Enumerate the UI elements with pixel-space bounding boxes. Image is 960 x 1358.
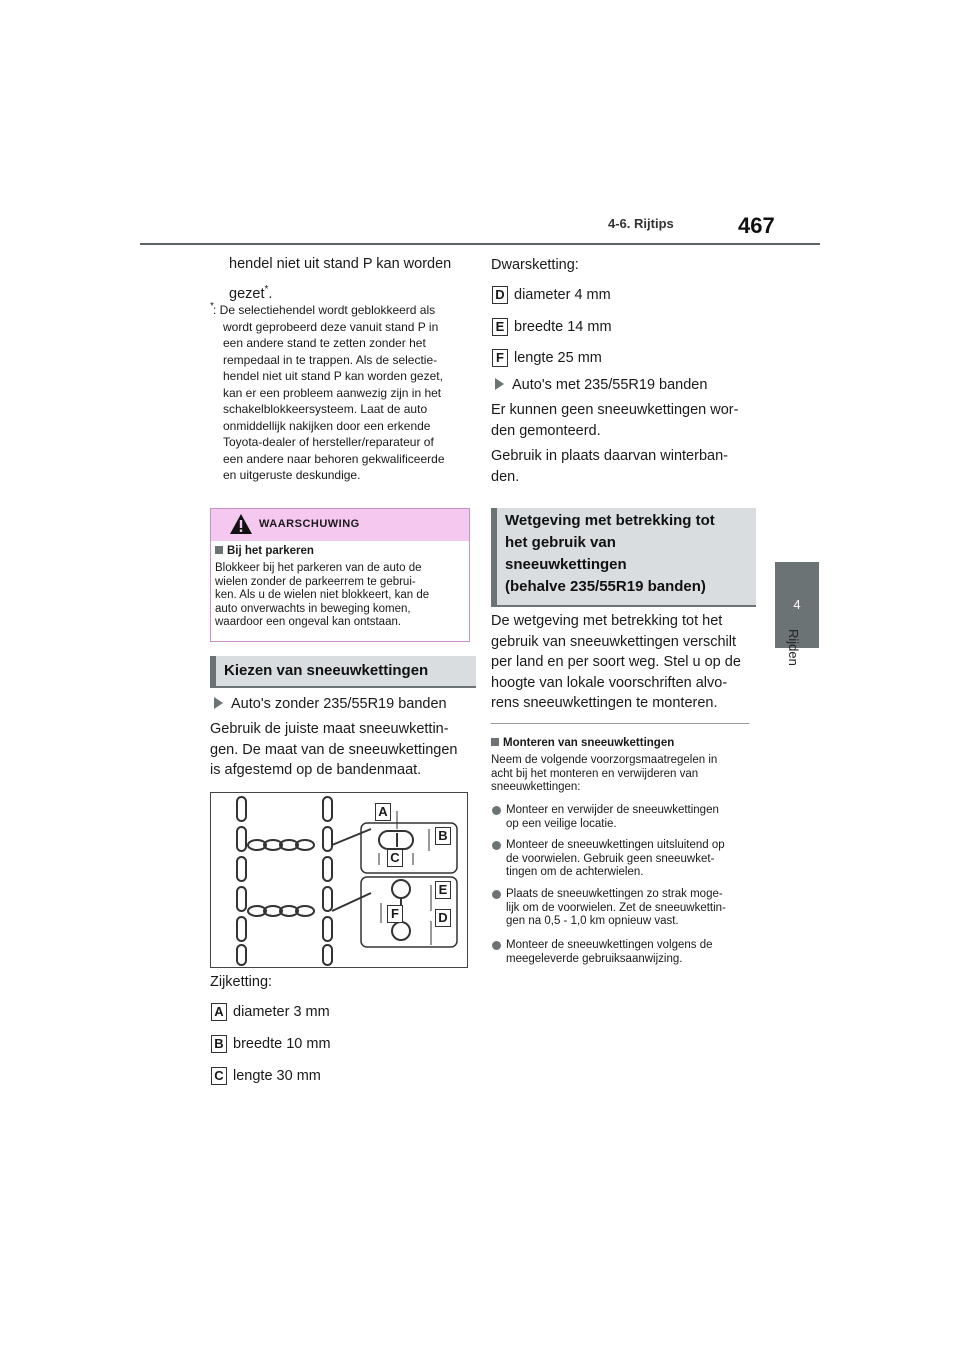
bullet-line: tingen om de achterwielen. xyxy=(506,866,644,878)
spec-label: D xyxy=(492,286,508,304)
bullet-item xyxy=(491,888,756,929)
spec-text: diameter 3 mm xyxy=(233,1004,330,1020)
warning-header xyxy=(211,509,469,541)
chapter-tab-label: Rijden xyxy=(786,629,801,666)
bullet-line: lijk om de voorwielen. Zet de sneeuwkettin- xyxy=(506,901,726,914)
spec-text: lengte 25 mm xyxy=(514,350,602,366)
spec-label: A xyxy=(211,1003,227,1021)
square-bullet-icon xyxy=(491,738,499,746)
diagram-label: B xyxy=(435,827,451,845)
spec-text: diameter 4 mm xyxy=(514,287,611,303)
bullet-line: gen na 0,5 - 1,0 km opnieuw vast. xyxy=(506,915,679,927)
footnote-line: hendel niet uit stand P kan worden gezet, xyxy=(223,369,443,383)
chain-illustration xyxy=(211,793,467,967)
paragraph-line: rens sneeuwkettingen te monteren. xyxy=(491,695,718,711)
intro-line: sneeuwkettingen: xyxy=(491,781,581,793)
square-bullet-icon xyxy=(215,546,223,554)
paragraph-line: De wetgeving met betrekking tot het xyxy=(491,613,723,629)
bullet-line: Plaats de sneeuwkettingen zo strak moge- xyxy=(506,888,723,900)
footnote-mark: * xyxy=(210,301,214,312)
paragraph-line: Er kunnen geen sneeuwkettingen wor- xyxy=(491,402,739,418)
mount-subhead xyxy=(491,737,674,749)
section-heading xyxy=(491,508,756,607)
section-heading-line: het gebruik van xyxy=(505,534,616,551)
legal-paragraph xyxy=(491,611,753,714)
paragraph-line: den. xyxy=(491,468,520,485)
spec-text: breedte 14 mm xyxy=(514,319,612,335)
section-heading: Kiezen van sneeuwkettingen xyxy=(210,656,476,688)
bullet-item xyxy=(491,839,756,880)
mount-subhead-text: Monteren van sneeuwkettingen xyxy=(503,737,675,749)
footnote-ref: * xyxy=(264,284,269,295)
arrow-icon xyxy=(495,378,504,390)
diagram-label: C xyxy=(387,849,403,867)
cross-chain-title: Dwarsketting: xyxy=(491,257,579,273)
intro-line: Neem de volgende voorzorgsmaatregelen in xyxy=(491,754,718,766)
continued-text-line xyxy=(229,279,272,305)
warning-triangle-icon xyxy=(229,513,253,535)
snow-chain-diagram xyxy=(210,792,468,968)
warning-line: ken. Als u de wielen niet blokkeert, kan de xyxy=(215,589,430,601)
paragraph-line: den gemonteerd. xyxy=(491,422,601,439)
warning-line: Blokkeer bij het parkeren van de auto de xyxy=(215,562,422,574)
side-chain-title: Zijketting: xyxy=(210,974,273,990)
divider xyxy=(491,723,749,724)
bullet-line: de voorwielen. Gebruik geen sneeuwket- xyxy=(506,852,715,865)
page-number: 467 xyxy=(738,213,775,238)
bullet-line: Monteer en verwijder de sneeuwkettingen xyxy=(506,804,719,816)
bullet-icon xyxy=(492,806,501,815)
paragraph-line: per land en per soort weg. Stel u op de xyxy=(491,654,741,670)
section-title: 4-6. Rijtips xyxy=(608,216,674,231)
arrow-item-text: Auto's met 235/55R19 banden xyxy=(512,377,708,393)
spec-row xyxy=(492,285,611,306)
spec-row xyxy=(211,1066,321,1087)
intro-line: acht bij het monteren en verwijderen van xyxy=(491,767,699,780)
spec-row xyxy=(492,348,602,369)
diagram-label: D xyxy=(435,909,451,927)
warning-title: WAARSCHUWING xyxy=(259,518,360,530)
paragraph-line: Gebruik in plaats daarvan winterban- xyxy=(491,448,728,464)
footnote-line: schakelblokkeersysteem. Laat de auto xyxy=(223,402,428,416)
chapter-tab[interactable]: 4 xyxy=(775,562,819,648)
paragraph xyxy=(210,719,470,781)
footnote-line: Toyota-dealer of hersteller/reparateur of xyxy=(223,435,434,449)
mount-intro xyxy=(491,754,756,795)
bullet-icon xyxy=(492,890,501,899)
arrow-icon xyxy=(214,697,223,709)
spec-label: C xyxy=(211,1067,227,1085)
spec-text: lengte 30 mm xyxy=(233,1068,321,1084)
warning-body xyxy=(215,562,467,630)
paragraph-line: gebruik van sneeuwkettingen verschilt xyxy=(491,633,737,650)
paragraph-line: hoogte van lokale voorschriften alvo- xyxy=(491,674,728,691)
diagram-label: F xyxy=(387,905,403,923)
section-heading-line: Wetgeving met betrekking tot xyxy=(505,512,715,529)
bullet-line: meegeleverde gebruiksaanwijzing. xyxy=(506,952,683,965)
bullet-line: Monteer de sneeuwkettingen uitsluitend op xyxy=(506,839,725,851)
footnote-line: een andere stand te zetten zonder het xyxy=(223,336,426,350)
footnote-line: : De selectiehendel wordt geblokkeerd als xyxy=(213,303,436,317)
bullet-line: op een veilige locatie. xyxy=(506,817,617,830)
warning-line: wielen zonder de parkeerrem te gebrui- xyxy=(215,575,416,588)
header-divider xyxy=(140,243,820,245)
bullet-icon xyxy=(492,941,501,950)
paragraph xyxy=(491,400,738,441)
diagram-label: A xyxy=(375,803,391,821)
spec-label: E xyxy=(492,318,508,336)
spec-text: breedte 10 mm xyxy=(233,1036,331,1052)
bullet-line: Monteer de sneeuwkettingen volgens de xyxy=(506,939,713,951)
paragraph-line: Gebruik de juiste maat sneeuwkettin- xyxy=(210,721,449,737)
continued-text-line: hendel niet uit stand P kan worden xyxy=(229,256,452,272)
warning-subhead-text: Bij het parkeren xyxy=(227,545,314,557)
warning-subhead xyxy=(215,545,314,557)
spec-row xyxy=(492,317,612,338)
spec-row xyxy=(211,1002,330,1023)
paragraph-line: gen. De maat van de sneeuwkettingen xyxy=(210,741,458,758)
diagram-label: E xyxy=(435,881,451,899)
bullet-item xyxy=(491,804,756,831)
warning-line: waardoor een ongeval kan ontstaan. xyxy=(215,616,402,628)
section-heading-line: (behalve 235/55R19 banden) xyxy=(505,578,706,595)
spec-label: B xyxy=(211,1035,227,1053)
footnote-line: onmiddellijk nakijken door een erkende xyxy=(223,418,431,433)
bullet-icon xyxy=(492,841,501,850)
footnote-line: een andere naar behoren gekwalificeerde xyxy=(223,451,445,466)
paragraph xyxy=(491,446,728,487)
paragraph-line: is afgestemd op de bandenmaat. xyxy=(210,762,422,778)
warning-line: auto onverwachts in beweging komen, xyxy=(215,602,411,615)
spec-row xyxy=(211,1034,331,1055)
footnote-line: en uitgeruste deskundige. xyxy=(223,468,361,482)
arrow-item-text: Auto's zonder 235/55R19 banden xyxy=(231,696,447,712)
section-heading-line: sneeuwkettingen xyxy=(505,556,627,573)
period: . xyxy=(268,285,273,302)
arrow-item xyxy=(214,694,447,715)
footnote-line: wordt geprobeerd deze vanuit stand P in xyxy=(223,319,439,334)
footnote-lines xyxy=(213,302,475,484)
continued-text: gezet xyxy=(229,285,265,302)
spec-label: F xyxy=(492,349,508,367)
arrow-item xyxy=(495,375,707,396)
footnote-line: rempedaal in te trappen. Als de selectie- xyxy=(223,352,438,367)
warning-box xyxy=(210,508,470,642)
footnote-line: kan er een probleem aanwezig zijn in het xyxy=(223,385,442,400)
bullet-item xyxy=(491,939,756,966)
